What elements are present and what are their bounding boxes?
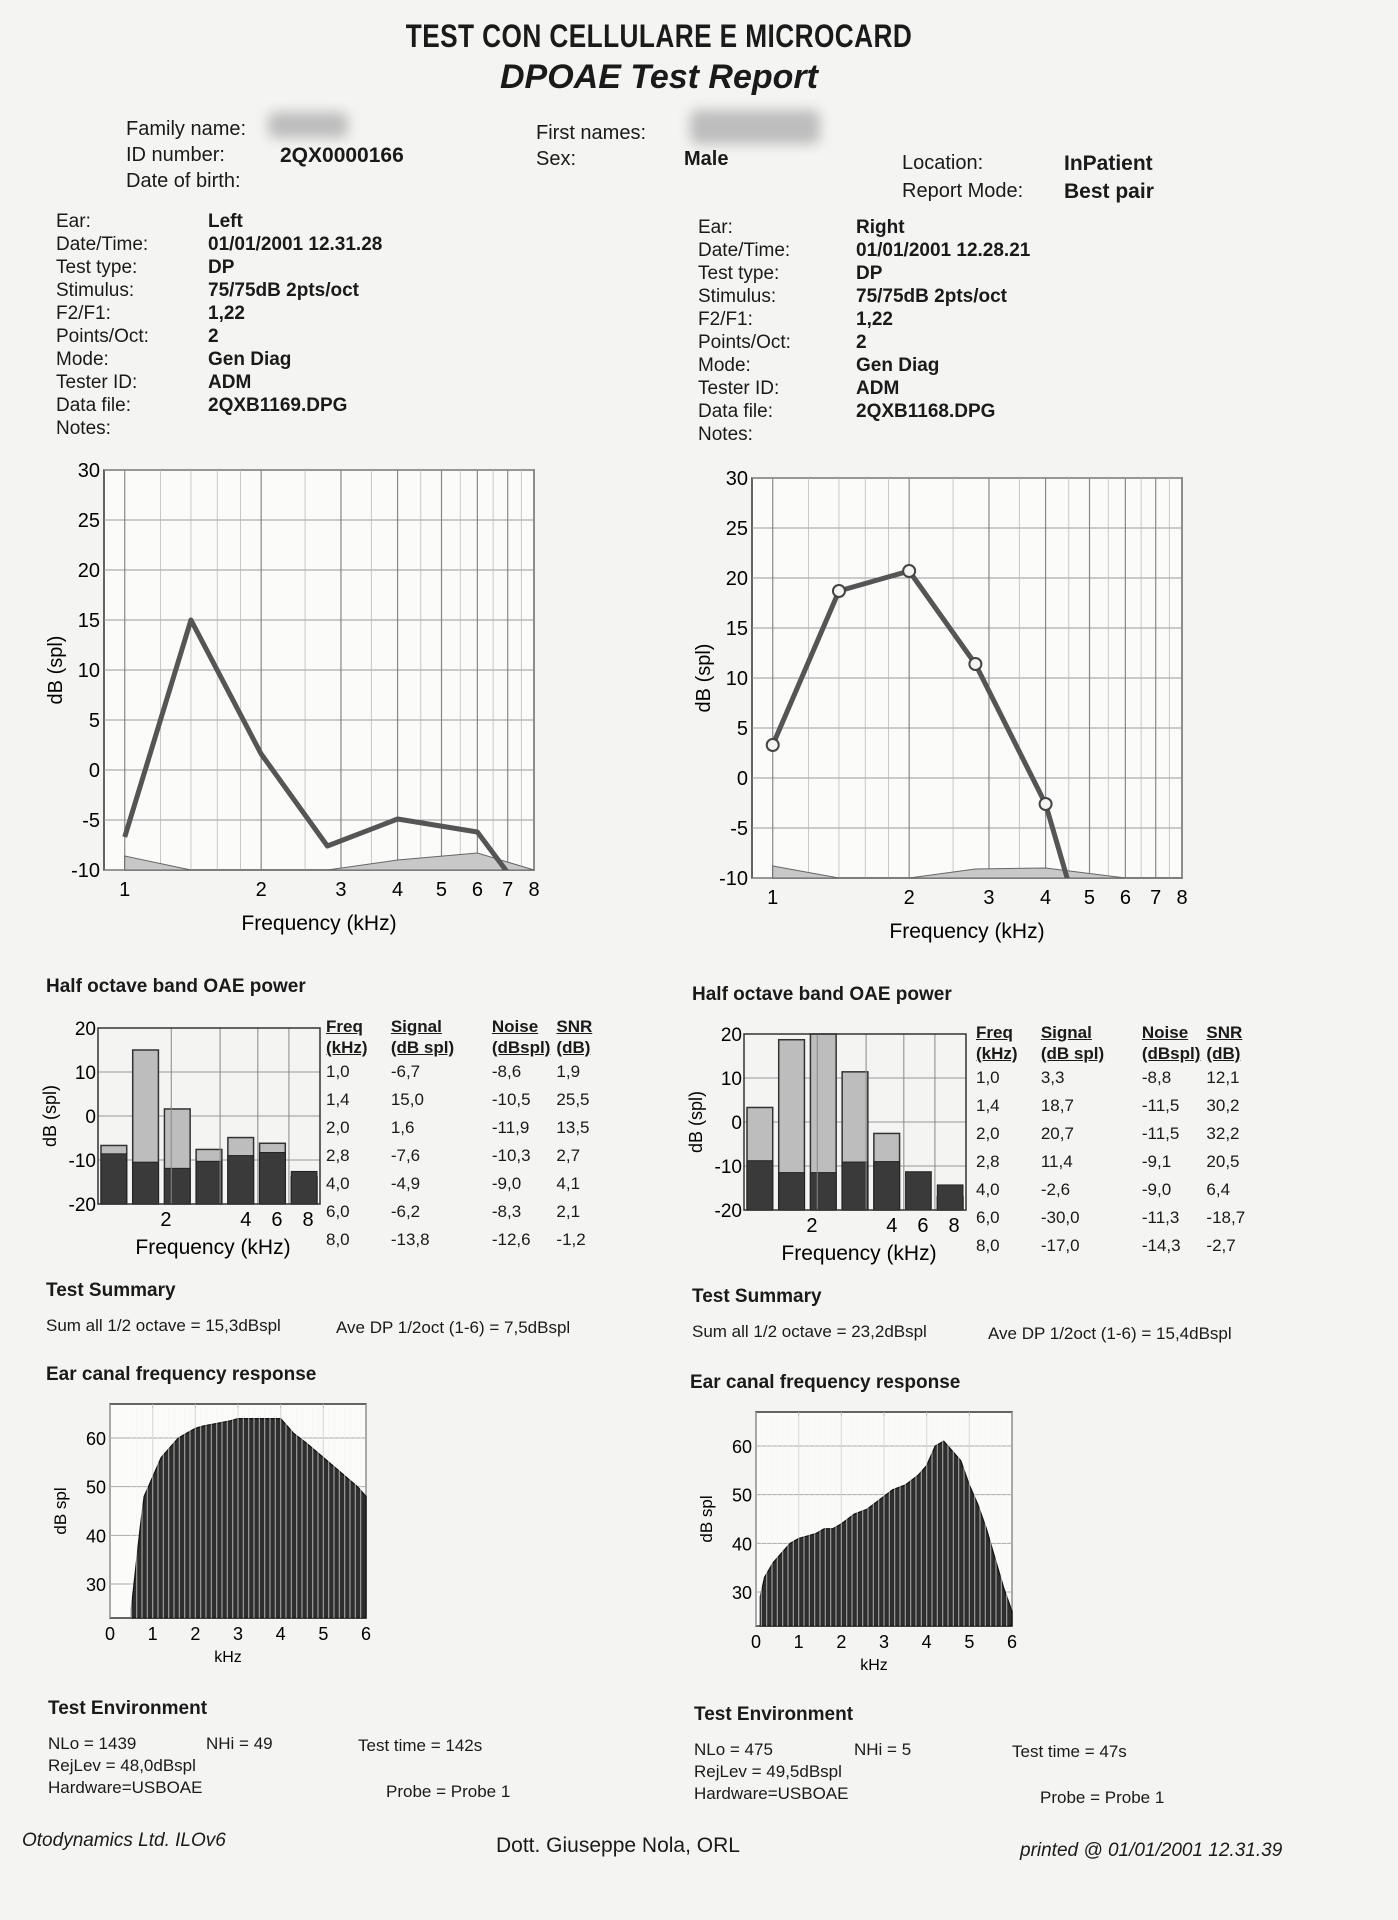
noise-bar: [133, 1162, 159, 1204]
x-tick-label: 4: [392, 879, 404, 901]
x-axis-label: kHz: [860, 1657, 888, 1670]
table-row: [326, 1142, 596, 1170]
points-oct-label: Points/Oct:: [698, 332, 791, 353]
table-cell: 12,1: [1206, 1068, 1240, 1087]
y-tick-label: 40: [731, 1534, 752, 1555]
left-summary-heading: Test Summary: [46, 1280, 176, 1301]
noise-bar: [937, 1185, 963, 1210]
family-name-redacted: [268, 112, 348, 138]
data-file-label: Data file:: [56, 395, 131, 416]
left-hardware: Hardware=USBOAE: [48, 1778, 203, 1797]
x-tick-label: 0: [750, 1632, 762, 1652]
right-ear-canal-heading: Ear canal frequency response: [690, 1372, 961, 1393]
x-tick-label: 6: [471, 879, 483, 901]
tester-id-label: Tester ID:: [698, 378, 780, 399]
y-tick-label: 10: [74, 1063, 96, 1084]
column-header: Freq: [976, 1023, 1013, 1042]
y-tick-label: 20: [725, 568, 748, 590]
mode-label: Mode:: [56, 349, 109, 370]
x-tick-label: 7: [502, 879, 514, 901]
x-tick-label: 6: [1006, 1632, 1018, 1652]
right-sum-text: Sum all 1/2 octave = 23,2dBspl: [692, 1322, 927, 1341]
right-dp-gram-chart: [688, 468, 1268, 958]
dp-point: [969, 658, 981, 670]
left-dp-gram-chart: [40, 460, 620, 950]
table-row: [976, 1092, 1251, 1120]
table-row: [976, 1232, 1251, 1260]
x-tick-label: 8: [302, 1209, 314, 1231]
location-label: Location:: [902, 152, 984, 174]
right-oae-band-chart: [686, 1014, 976, 1274]
sex-label: Sex:: [536, 148, 577, 170]
y-tick-label: -10: [71, 860, 100, 882]
table-cell: 2,1: [556, 1202, 581, 1221]
table-cell: 6,0: [326, 1202, 350, 1221]
table-cell: -4,9: [390, 1174, 421, 1193]
x-tick-label: 6: [271, 1209, 283, 1231]
header-row: [326, 1016, 596, 1037]
y-tick-label: -20: [714, 1201, 742, 1222]
x-tick-label: 1: [793, 1632, 804, 1652]
dp-point: [833, 585, 845, 597]
y-tick-label: 0: [88, 760, 100, 782]
table-cell: -9,0: [491, 1174, 522, 1193]
dp-point: [903, 565, 915, 577]
x-tick-label: 3: [232, 1624, 244, 1644]
right-env-heading: Test Environment: [694, 1704, 854, 1725]
y-axis-label: dB (spl): [40, 1084, 60, 1148]
x-tick-label: 6: [1119, 887, 1131, 909]
y-tick-label: 20: [77, 560, 100, 582]
noise-bar: [906, 1172, 932, 1210]
table-cell: -30,0: [1040, 1208, 1080, 1227]
right-ave-text: Ave DP 1/2oct (1-6) = 15,4dBspl: [988, 1324, 1232, 1343]
y-axis-label: dB (spl): [45, 635, 67, 705]
data-file-label: Data file:: [698, 401, 773, 422]
x-axis-label: Frequency (kHz): [781, 1242, 937, 1265]
table-cell: 2,0: [976, 1124, 1000, 1143]
noise-bar: [842, 1162, 868, 1210]
table-cell: 2,8: [326, 1146, 350, 1165]
y-axis-label: dB spl: [51, 1487, 70, 1535]
y-tick-label: 5: [736, 718, 748, 740]
table-cell: 11,4: [1040, 1152, 1073, 1171]
x-tick-label: 2: [160, 1209, 172, 1231]
y-tick-label: 25: [725, 518, 748, 540]
unit-row: [976, 1043, 1251, 1064]
mode-label: Mode:: [698, 355, 751, 376]
table-cell: 4,0: [976, 1180, 1000, 1199]
table-cell: 1,4: [976, 1096, 1000, 1115]
table-cell: 4,1: [556, 1174, 581, 1193]
x-axis-label: Frequency (kHz): [135, 1236, 291, 1259]
table-cell: -6,2: [390, 1202, 421, 1221]
table-cell: -10,5: [491, 1090, 531, 1109]
right-ear-canal-chart: [686, 1400, 1026, 1670]
sex-value: Male: [684, 148, 729, 170]
x-tick-label: 6: [917, 1215, 929, 1237]
table-cell: -18,7: [1206, 1208, 1246, 1227]
table-cell: 6,0: [976, 1208, 1000, 1227]
f2f1-label: F2/F1:: [56, 303, 111, 324]
column-unit: (dBspl): [491, 1038, 551, 1057]
noise-bar: [291, 1171, 317, 1204]
mode-value: Gen Diag: [856, 355, 940, 376]
tester-id-label: Tester ID:: [56, 372, 138, 393]
tester-id-value: ADM: [208, 372, 252, 393]
y-tick-label: 10: [720, 1069, 742, 1090]
right-nlo: NLo = 475: [694, 1740, 773, 1759]
notes-label: Notes:: [698, 424, 753, 445]
table-cell: 8,0: [326, 1230, 350, 1249]
f2f1-value: 1,22: [208, 303, 245, 324]
table-cell: 1,9: [556, 1062, 581, 1081]
y-tick-label: -20: [68, 1195, 96, 1216]
x-axis-label: Frequency (kHz): [241, 912, 397, 935]
y-tick-label: 40: [85, 1526, 106, 1547]
x-tick-label: 4: [275, 1624, 286, 1644]
column-header: SNR: [556, 1017, 593, 1036]
y-tick-label: 50: [85, 1477, 106, 1498]
left-test-time: Test time = 142s: [358, 1736, 483, 1755]
y-tick-label: 15: [725, 618, 748, 640]
y-tick-label: 50: [731, 1485, 752, 1506]
right-oae-table: [976, 1022, 1251, 1260]
table-cell: -17,0: [1040, 1236, 1080, 1255]
y-tick-label: 30: [85, 1574, 106, 1595]
datetime-value: 01/01/2001 12.28.21: [856, 240, 1031, 261]
stimulus-label: Stimulus:: [698, 286, 777, 307]
y-axis-label: dB spl: [697, 1495, 716, 1543]
table-cell: 1,6: [390, 1118, 415, 1137]
table-cell: -11,3: [1141, 1208, 1180, 1227]
y-tick-label: 0: [85, 1107, 96, 1128]
ear-label: Ear:: [698, 217, 733, 238]
column-unit: (kHz): [976, 1044, 1018, 1063]
table-cell: -8,6: [491, 1062, 522, 1081]
table-cell: -2,6: [1040, 1180, 1071, 1199]
right-hardware: Hardware=USBOAE: [694, 1784, 849, 1803]
table-cell: 2,8: [976, 1152, 1000, 1171]
x-tick-label: 2: [255, 879, 267, 901]
table-cell: -2,7: [1206, 1236, 1236, 1255]
y-tick-label: -10: [714, 1157, 742, 1178]
test-type-label: Test type:: [698, 263, 780, 284]
ear-label: Ear:: [56, 211, 91, 232]
column-header: Signal: [1040, 1023, 1092, 1042]
table-cell: 2,7: [556, 1146, 581, 1165]
y-tick-label: 20: [74, 1019, 96, 1040]
table-cell: 15,0: [390, 1090, 424, 1109]
column-header: Noise: [1141, 1023, 1189, 1042]
datetime-label: Date/Time:: [698, 240, 791, 261]
y-tick-label: -5: [730, 818, 748, 840]
table-cell: 30,2: [1206, 1096, 1240, 1115]
table-cell: 20,5: [1206, 1152, 1240, 1171]
left-env-heading: Test Environment: [48, 1698, 208, 1719]
footer-doctor: Dott. Giuseppe Nola, ORL: [496, 1834, 740, 1857]
table-row: [976, 1148, 1251, 1176]
table-row: [976, 1064, 1251, 1092]
x-axis-label: kHz: [214, 1649, 242, 1662]
right-rejlev: RejLev = 49,5dBspl: [694, 1762, 842, 1781]
y-tick-label: 60: [731, 1437, 752, 1458]
left-oae-band-chart: [40, 1008, 330, 1268]
left-ear-canal-heading: Ear canal frequency response: [46, 1364, 317, 1385]
x-tick-label: 2: [836, 1632, 847, 1652]
stimulus-value: 75/75dB 2pts/oct: [208, 280, 359, 301]
test-type-label: Test type:: [56, 257, 138, 278]
table-cell: 1,0: [326, 1062, 350, 1081]
report-mode-value: Best pair: [1064, 180, 1154, 203]
noise-bar: [101, 1154, 127, 1204]
noise-bar: [779, 1173, 805, 1210]
table-cell: 25,5: [556, 1090, 590, 1109]
data-file-value: 2QXB1169.DPG: [208, 395, 348, 416]
column-unit: (dB): [1206, 1044, 1241, 1063]
y-tick-label: 30: [77, 460, 100, 482]
id-number-label: ID number:: [126, 144, 225, 166]
table-row: [326, 1226, 596, 1254]
table-row: [326, 1198, 596, 1226]
left-ear-canal-chart: [40, 1392, 380, 1662]
table-cell: 2,0: [326, 1118, 350, 1137]
left-probe: Probe = Probe 1: [386, 1782, 511, 1801]
left-sum-text: Sum all 1/2 octave = 15,3dBspl: [46, 1316, 281, 1335]
unit-row: [326, 1037, 596, 1058]
noise-bar: [874, 1162, 900, 1210]
left-ear-info: [56, 210, 476, 450]
noise-bar: [228, 1156, 254, 1204]
x-tick-label: 4: [240, 1209, 252, 1231]
y-tick-label: -10: [719, 868, 748, 890]
report-title: DPOAE Test Report: [499, 58, 818, 96]
stimulus-label: Stimulus:: [56, 280, 135, 301]
left-oae-table: [326, 1016, 596, 1254]
column-unit: (dB): [556, 1038, 591, 1057]
report-mode-label: Report Mode:: [902, 180, 1024, 202]
mode-value: Gen Diag: [208, 349, 292, 370]
x-tick-label: 4: [921, 1632, 932, 1652]
x-tick-label: 0: [104, 1624, 116, 1644]
column-header: Freq: [326, 1017, 363, 1036]
location-value: InPatient: [1064, 152, 1153, 175]
column-unit: (dBspl): [1141, 1044, 1201, 1063]
right-summary-heading: Test Summary: [692, 1286, 822, 1307]
x-tick-label: 4: [886, 1215, 898, 1237]
x-tick-label: 1: [767, 887, 779, 909]
y-tick-label: 60: [85, 1429, 106, 1450]
x-tick-label: 7: [1150, 887, 1162, 909]
table-cell: -13,8: [390, 1230, 430, 1249]
table-cell: -11,5: [1141, 1096, 1180, 1115]
tester-id-value: ADM: [856, 378, 900, 399]
table-cell: -9,0: [1141, 1180, 1172, 1199]
x-tick-label: 2: [903, 887, 915, 909]
table-cell: 1,4: [326, 1090, 350, 1109]
footer-printed: printed @ 01/01/2001 12.31.39: [1020, 1840, 1283, 1861]
y-tick-label: 30: [731, 1582, 752, 1603]
y-tick-label: 10: [77, 660, 100, 682]
x-tick-label: 1: [147, 1624, 158, 1644]
dp-point: [1040, 798, 1052, 810]
x-tick-label: 3: [335, 879, 347, 901]
y-axis-label: dB (spl): [693, 643, 715, 713]
column-unit: (kHz): [326, 1038, 368, 1057]
table-cell: 4,0: [326, 1174, 350, 1193]
right-ear-info: [698, 216, 1118, 456]
noise-bar: [810, 1173, 836, 1210]
y-tick-label: -5: [82, 810, 100, 832]
table-row: [326, 1086, 596, 1114]
x-tick-label: 8: [1176, 887, 1188, 909]
table-cell: -12,6: [491, 1230, 531, 1249]
right-probe: Probe = Probe 1: [1040, 1788, 1165, 1807]
column-header: Noise: [491, 1017, 539, 1036]
y-tick-label: 0: [736, 768, 748, 790]
y-tick-label: 25: [77, 510, 100, 532]
notes-label: Notes:: [56, 418, 111, 439]
table-cell: 20,7: [1040, 1124, 1074, 1143]
right-test-time: Test time = 47s: [1012, 1742, 1127, 1761]
y-axis-label: dB (spl): [686, 1090, 706, 1154]
table-cell: 1,0: [976, 1068, 1000, 1087]
f2f1-value: 1,22: [856, 309, 893, 330]
report-lab-title: TEST CON CELLULARE E MICROCARD: [405, 18, 913, 54]
x-tick-label: 3: [878, 1632, 890, 1652]
table-cell: -8,8: [1141, 1068, 1172, 1087]
datetime-value: 01/01/2001 12.31.28: [208, 234, 383, 255]
points-oct-label: Points/Oct:: [56, 326, 149, 347]
noise-bar: [747, 1161, 773, 1210]
x-tick-label: 5: [435, 879, 448, 901]
table-row: [976, 1204, 1251, 1232]
x-tick-label: 6: [360, 1624, 372, 1644]
id-number-value: 2QX0000166: [280, 144, 404, 167]
x-tick-label: 5: [318, 1624, 329, 1644]
y-tick-label: 15: [77, 610, 100, 632]
x-tick-label: 5: [964, 1632, 975, 1652]
x-tick-label: 2: [806, 1215, 818, 1237]
y-tick-label: 5: [88, 710, 100, 732]
left-nhi: NHi = 49: [206, 1734, 273, 1753]
x-tick-label: 8: [528, 879, 540, 901]
table-cell: -11,9: [491, 1118, 530, 1137]
table-cell: -11,5: [1141, 1124, 1180, 1143]
data-file-value: 2QXB1168.DPG: [856, 401, 996, 422]
table-row: [326, 1114, 596, 1142]
table-cell: 8,0: [976, 1236, 1000, 1255]
table-cell: 32,2: [1206, 1124, 1240, 1143]
x-tick-label: 8: [948, 1215, 960, 1237]
table-cell: -1,2: [556, 1230, 586, 1249]
stimulus-value: 75/75dB 2pts/oct: [856, 286, 1007, 307]
ear-value: Left: [208, 211, 243, 232]
table-cell: -8,3: [491, 1202, 522, 1221]
table-row: [326, 1058, 596, 1086]
table-cell: 3,3: [1040, 1068, 1065, 1087]
points-oct-value: 2: [856, 332, 867, 353]
left-oae-heading: Half octave band OAE power: [46, 976, 306, 997]
table-cell: 13,5: [556, 1118, 590, 1137]
table-row: [326, 1170, 596, 1198]
x-tick-label: 1: [119, 879, 131, 901]
y-tick-label: 20: [720, 1025, 742, 1046]
y-tick-label: 10: [725, 668, 748, 690]
x-tick-label: 3: [983, 887, 995, 909]
datetime-label: Date/Time:: [56, 234, 149, 255]
column-unit: (dB spl): [1040, 1044, 1105, 1063]
x-axis-label: Frequency (kHz): [889, 920, 1045, 943]
noise-bar: [196, 1161, 222, 1204]
header-row: [976, 1022, 1251, 1043]
noise-bar: [260, 1153, 286, 1204]
y-tick-label: -10: [68, 1151, 96, 1172]
right-nhi: NHi = 5: [854, 1740, 912, 1759]
family-name-label: Family name:: [126, 118, 247, 140]
left-rejlev: RejLev = 48,0dBspl: [48, 1756, 196, 1775]
table-row: [976, 1176, 1251, 1204]
noise-bar: [164, 1168, 190, 1204]
first-names-label: First names:: [536, 122, 647, 144]
dp-point: [767, 739, 779, 751]
column-header: SNR: [1206, 1023, 1243, 1042]
table-cell: 6,4: [1206, 1180, 1231, 1199]
table-cell: -14,3: [1141, 1236, 1181, 1255]
points-oct-value: 2: [208, 326, 219, 347]
table-cell: -10,3: [491, 1146, 531, 1165]
ear-value: Right: [856, 217, 905, 238]
first-names-redacted: [690, 110, 820, 144]
y-tick-label: 0: [731, 1113, 742, 1134]
test-type-value: DP: [208, 257, 235, 278]
y-tick-label: 30: [725, 468, 748, 490]
x-tick-label: 4: [1040, 887, 1052, 909]
table-cell: -6,7: [390, 1062, 421, 1081]
left-ave-text: Ave DP 1/2oct (1-6) = 7,5dBspl: [336, 1318, 571, 1337]
f2f1-label: F2/F1:: [698, 309, 753, 330]
table-cell: -7,6: [390, 1146, 421, 1165]
left-nlo: NLo = 1439: [48, 1734, 137, 1753]
table-cell: 18,7: [1040, 1096, 1074, 1115]
column-header: Signal: [390, 1017, 442, 1036]
x-tick-label: 2: [190, 1624, 201, 1644]
test-type-value: DP: [856, 263, 883, 284]
table-row: [976, 1120, 1251, 1148]
footer-software: Otodynamics Ltd. ILOv6: [22, 1830, 226, 1851]
right-oae-heading: Half octave band OAE power: [692, 984, 952, 1005]
table-cell: -9,1: [1141, 1152, 1172, 1171]
x-tick-label: 5: [1083, 887, 1096, 909]
dob-label: Date of birth:: [126, 170, 241, 192]
column-unit: (dB spl): [390, 1038, 455, 1057]
